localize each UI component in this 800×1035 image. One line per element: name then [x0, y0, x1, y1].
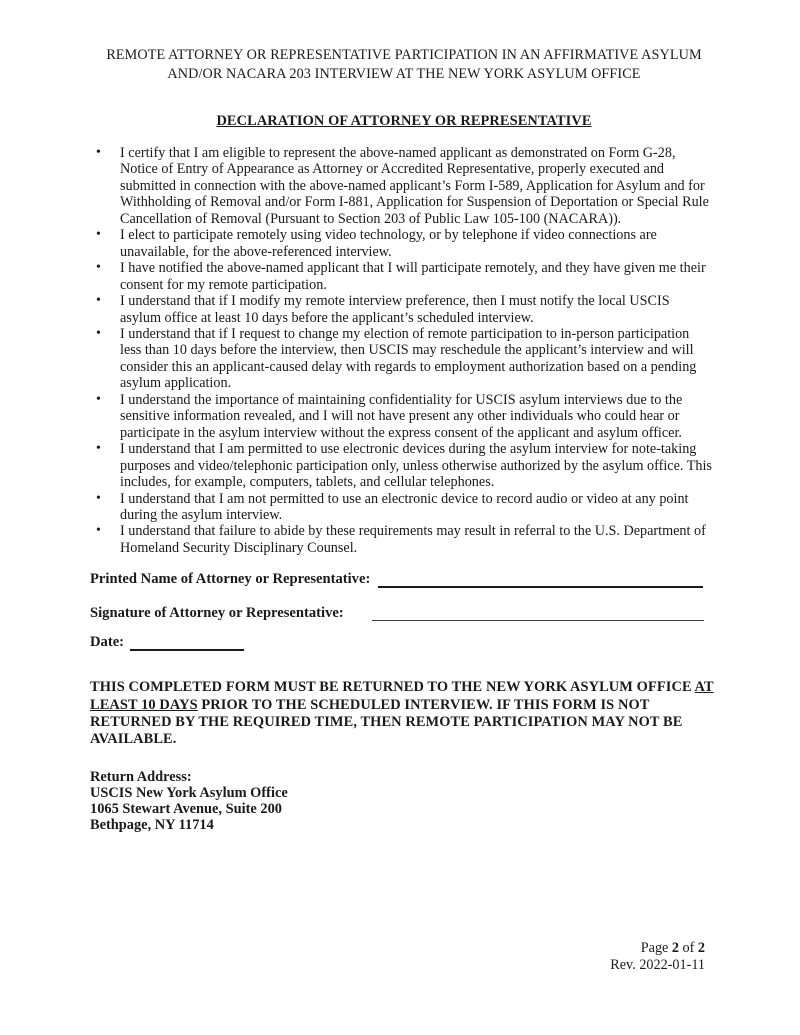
notice-text-underlined: AT LEAST 10 DAYS [90, 679, 714, 713]
return-address-street: 1065 Stewart Avenue, Suite 200 [90, 800, 282, 817]
declaration-item: • I understand that if I modify my remote interview preference, then I must notify the local USCIS asylum office at least 10 days before the applicant’s scheduled interview. [120, 293, 712, 326]
return-address-office: USCIS New York Asylum Office [90, 784, 288, 801]
declaration-item: • I certify that I am eligible to represent the above-named applicant as demonstrated on Form G-28, Notice of Entry of Appearance as Attorney or Accredited Representative, properly executed and submitted in connection with the above-named applicant’s Form I-589, Application for Asylum and for Withholding of Removal and/or Form I-881, Application for Suspension of Deportation or Special Rule Cancellation of Removal (Pursuant to Section 203 of Public Law 105-100 (NACARA)). [120, 145, 712, 227]
signature-label: Signature of Attorney or Representative: [90, 605, 344, 622]
date-label: Date: [90, 634, 125, 651]
declaration-item: • I have notified the above-named applicant that I will participate remotely, and they have given me their consent for my remote participation. [120, 260, 712, 293]
document-title-line-2: AND/OR NACARA 203 INTERVIEW AT THE NEW YORK ASYLUM OFFICE [167, 65, 641, 82]
declaration-item: • I understand that failure to abide by these requirements may result in referral to the U.S. Department of Homeland Security Disciplinary Counsel. [120, 523, 712, 556]
declaration-item: • I understand the importance of maintaining confidentiality for USCIS asylum interviews due to the sensitive information revealed, and I will not have present any other individuals who could hear or participate in the asylum interview without the express consent of the applicant and asylum officer. [120, 392, 712, 441]
printed-name-row [90, 569, 718, 589]
document-title-line-1: REMOTE ATTORNEY OR REPRESENTATIVE PARTICIPATION IN AN AFFIRMATIVE ASYLUM [106, 47, 702, 63]
page-number [610, 940, 705, 957]
declaration-list [90, 145, 718, 556]
date-fill-line[interactable] [130, 632, 244, 651]
page-number-prefix: Page [640, 940, 672, 956]
notice-text-pre: THIS COMPLETED FORM MUST BE RETURNED TO THE NEW YORK ASYLUM OFFICE [90, 679, 695, 696]
document-title [90, 46, 718, 83]
page-content [90, 0, 718, 833]
page-footer [610, 940, 705, 974]
revision-number: Rev. 2022-01-11 [610, 957, 705, 973]
page-number-total: 2 [697, 940, 705, 956]
return-address [90, 769, 718, 834]
notice-text-post: PRIOR TO THE SCHEDULED INTERVIEW. IF THIS FORM IS NOT RETURNED BY THE REQUIRED TIME, THEN REMOTE PARTICIPATION MAY NOT BE AVAILABLE. [90, 696, 683, 748]
signature-row [90, 603, 718, 623]
declaration-item: • I elect to participate remotely using video technology, or by telephone if video connections are unavailable, for the above-referenced interview. [120, 227, 712, 260]
page-number-current: 2 [671, 940, 679, 956]
page-number-of: of [678, 940, 698, 956]
printed-name-fill-line[interactable] [378, 569, 703, 588]
return-address-city: Bethpage, NY 11714 [90, 817, 214, 834]
declaration-item: • I understand that I am not permitted to use an electronic device to record audio or video at any point during the asylum interview. [120, 491, 712, 524]
return-deadline-notice [90, 679, 730, 748]
declaration-item: • I understand that if I request to change my election of remote participation to in-person participation less than 10 days before the interview, then USCIS may reschedule the applicant’s interview and will consider this an applicant-caused delay with regards to employment authorization based on a pending asylum application. [120, 326, 712, 392]
signature-fill-line[interactable] [372, 603, 704, 621]
section-heading: DECLARATION OF ATTORNEY OR REPRESENTATIVE [216, 113, 592, 129]
return-address-label: Return Address: [90, 768, 192, 785]
date-row [90, 632, 718, 652]
printed-name-label: Printed Name of Attorney or Representative: [90, 571, 371, 588]
signature-block [90, 569, 718, 652]
declaration-item: • I understand that I am permitted to use electronic devices during the asylum interview for note-taking purposes and video/telephonic participation only, unless otherwise authorized by the asylum office. This includes, for example, computers, tablets, and cellular telephones. [120, 441, 712, 490]
